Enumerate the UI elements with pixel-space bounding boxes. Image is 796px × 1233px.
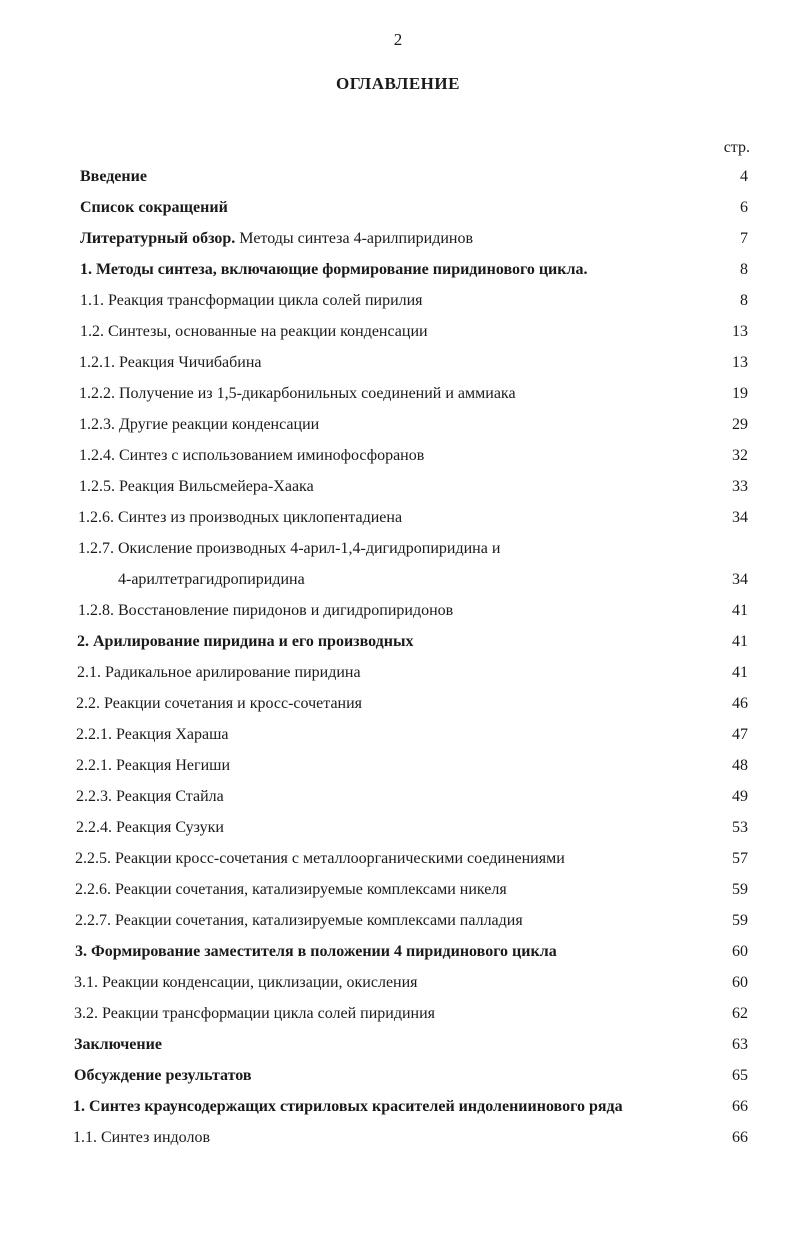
toc-entry-page: 4 (740, 168, 748, 185)
toc-entry-page: 66 (732, 1098, 748, 1115)
toc-entry-page: 32 (732, 447, 748, 464)
toc-entry-page: 46 (732, 695, 748, 712)
toc-entry-title: 3.2. Реакции трансформации цикла солей пиридиния (74, 1005, 436, 1022)
toc-entry-page: 19 (732, 385, 748, 402)
toc-entry-introduction (0, 164, 796, 195)
toc-entry-title: 1.2. Синтезы, основанные на реакции конденсации (80, 323, 428, 340)
toc-entry-title: 2.2.6. Реакции сочетания, катализируемые комплексами никеля (75, 881, 507, 898)
toc-entry (0, 753, 796, 784)
toc-entry (0, 598, 796, 629)
toc-entry-title: Обсуждение результатов (74, 1067, 252, 1084)
toc-entry (0, 505, 796, 536)
toc-entry-title: 2.2.7. Реакции сочетания, катализируемые комплексами палладия (75, 912, 523, 929)
toc-entry (0, 1001, 796, 1032)
toc-entry (0, 722, 796, 753)
toc-entry-page: 62 (732, 1005, 748, 1022)
toc-entry-section-1 (0, 257, 796, 288)
toc-entry-page: 59 (732, 881, 748, 898)
toc-entry-title: 2.2.5. Реакции кросс-сочетания с металлоорганическими соединениями (75, 850, 565, 867)
toc-entry-page: 60 (732, 974, 748, 991)
toc-entry-title: Введение (80, 168, 147, 185)
toc-entry-page: 7 (740, 230, 748, 247)
toc-entry (0, 319, 796, 350)
toc-entry-title: 2.2.3. Реакция Стайла (76, 788, 224, 805)
toc-entry (0, 877, 796, 908)
toc-entry-page: 48 (732, 757, 748, 774)
toc-entry-page: 49 (732, 788, 748, 805)
toc-entry-title: 1. Синтез краунсодержащих стириловых красителей индолениинового ряда (73, 1098, 623, 1115)
toc-entry-page: 41 (732, 602, 748, 619)
toc-entry-title: 1.1. Синтез индолов (73, 1129, 210, 1146)
toc-entry-title: 4-арилтетрагидропиридина (118, 571, 305, 588)
toc-entry-title: Список сокращений (80, 199, 228, 216)
toc-entry-title: 2.2.1. Реакция Хараша (76, 726, 229, 743)
toc-entry-heading: Литературный обзор. (80, 230, 236, 247)
toc-entry-page: 63 (732, 1036, 748, 1053)
toc-entry (0, 970, 796, 1001)
toc-entry-title: 2.2.4. Реакция Сузуки (76, 819, 224, 836)
toc-entry (0, 908, 796, 939)
toc-entry-page: 34 (732, 509, 748, 526)
toc-entry-title: 3.1. Реакции конденсации, циклизации, окисления (74, 974, 418, 991)
toc-entry-title: 1.2.1. Реакция Чичибабина (79, 354, 262, 371)
toc-entry-page: 41 (732, 664, 748, 681)
toc-entry (0, 474, 796, 505)
page-column-header: стр. (723, 139, 750, 156)
toc-entry-page: 57 (732, 850, 748, 867)
toc-entry-results-section-1 (0, 1094, 796, 1125)
toc-entry (0, 815, 796, 846)
toc-entry (0, 536, 796, 567)
page-number: 2 (393, 30, 403, 49)
toc-entry-title: 1.2.4. Синтез с использованием иминофосфоранов (79, 447, 425, 464)
toc-entry-page: 66 (732, 1129, 748, 1146)
toc-entry-title: 1.2.3. Другие реакции конденсации (79, 416, 320, 433)
toc-entry-title: 2.2.1. Реакция Негиши (76, 757, 231, 774)
toc-entry-title: 1.1. Реакция трансформации цикла солей пирилия (80, 292, 423, 309)
toc-entry-page: 59 (732, 912, 748, 929)
toc-entry (0, 412, 796, 443)
toc-entry-page: 6 (740, 199, 748, 216)
table-of-contents (0, 164, 796, 1156)
toc-entry (0, 1125, 796, 1156)
toc-entry-title: 3. Формирование заместителя в положении 4 пиридинового цикла (75, 943, 557, 960)
page-title: ОГЛАВЛЕНИЕ (336, 74, 460, 93)
toc-entry-page: 8 (740, 261, 748, 278)
toc-entry (0, 660, 796, 691)
toc-entry-page: 53 (732, 819, 748, 836)
toc-entry-title: 1.2.2. Получение из 1,5-дикарбонильных соединений и аммиака (79, 385, 516, 402)
toc-entry-title: 1.2.5. Реакция Вильсмейера-Хаака (79, 478, 314, 495)
toc-entry-page: 29 (732, 416, 748, 433)
toc-entry (0, 288, 796, 319)
toc-entry-subtitle: Методы синтеза 4-арилпиридинов (235, 230, 474, 247)
toc-entry-title: 2.1. Радикальное арилирование пиридина (77, 664, 361, 681)
toc-entry-conclusion (0, 1032, 796, 1063)
toc-entry-page: 13 (732, 323, 748, 340)
toc-entry-page: 65 (732, 1067, 748, 1084)
toc-entry (0, 443, 796, 474)
toc-entry-title (80, 230, 473, 248)
toc-entry-title: Заключение (74, 1036, 162, 1053)
toc-entry (0, 350, 796, 381)
toc-entry (0, 846, 796, 877)
toc-entry-page: 47 (732, 726, 748, 743)
toc-entry-title: 1.2.6. Синтез из производных циклопентадиена (78, 509, 403, 526)
toc-entry-section-3 (0, 939, 796, 970)
toc-entry-continuation (0, 567, 796, 598)
toc-entry-literature-review (0, 226, 796, 257)
toc-entry-page: 8 (740, 292, 748, 309)
toc-entry-title: 1.2.8. Восстановление пиридонов и дигидропиридонов (78, 602, 454, 619)
toc-entry-title: 2. Арилирование пиридина и его производных (77, 633, 414, 650)
toc-entry-page: 41 (732, 633, 748, 650)
toc-entry-page: 60 (732, 943, 748, 960)
toc-entry-abbreviations (0, 195, 796, 226)
toc-entry-page: 33 (732, 478, 748, 495)
toc-entry (0, 784, 796, 815)
toc-entry-section-2 (0, 629, 796, 660)
toc-entry-title: 2.2. Реакции сочетания и кросс-сочетания (76, 695, 363, 712)
toc-entry-page: 34 (732, 571, 748, 588)
toc-entry-title: 1.2.7. Окисление производных 4-арил-1,4-дигидропиридина и (78, 540, 501, 557)
toc-entry (0, 691, 796, 722)
toc-entry-page: 13 (732, 354, 748, 371)
toc-entry-discussion (0, 1063, 796, 1094)
toc-entry-title: 1. Методы синтеза, включающие формирование пиридинового цикла. (80, 261, 588, 278)
toc-entry (0, 381, 796, 412)
